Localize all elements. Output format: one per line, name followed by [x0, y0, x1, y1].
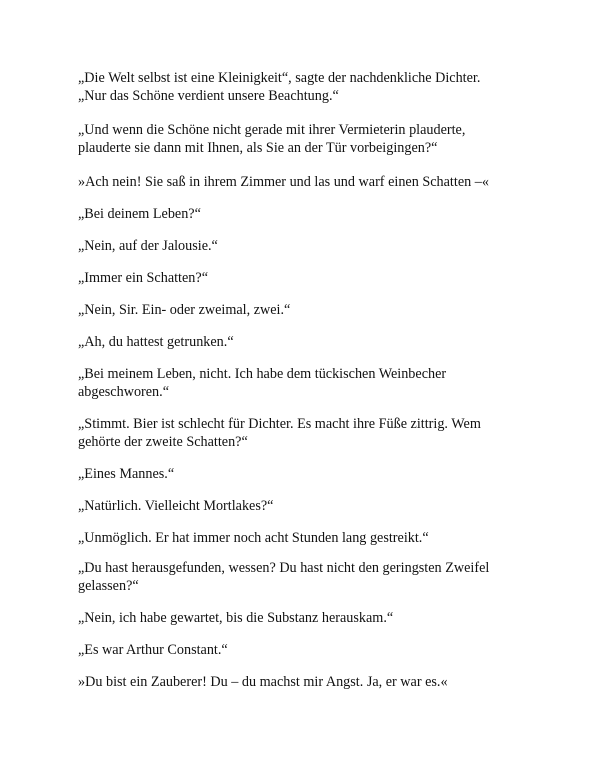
text-line: »Ach nein! Sie saß in ihrem Zimmer und las und warf einen Schatten –«	[78, 174, 489, 190]
text-line: „Und wenn die Schöne nicht gerade mit ihrer Vermieterin plauderte,	[78, 122, 466, 138]
text-line: „Unmöglich. Er hat immer noch acht Stunden lang gestreikt.“	[78, 530, 429, 546]
text-line: „Eines Mannes.“	[78, 466, 175, 482]
text-line: „Es war Arthur Constant.“	[78, 642, 228, 658]
text-line: „Du hast herausgefunden, wessen? Du hast nicht den geringsten Zweifel	[78, 560, 490, 576]
paragraph	[78, 465, 538, 483]
paragraph	[78, 365, 538, 401]
paragraph	[78, 121, 538, 157]
text-line: „Natürlich. Vielleicht Mortlakes?“	[78, 498, 274, 514]
text-line: „Bei deinem Leben?“	[78, 206, 201, 222]
paragraph	[78, 529, 538, 547]
paragraph	[78, 415, 538, 451]
text-line: »Du bist ein Zauberer! Du – du machst mir Angst. Ja, er war es.«	[78, 674, 448, 690]
text-line: „Die Welt selbst ist eine Kleinigkeit“, sagte der nachdenkliche Dichter.	[78, 70, 481, 86]
paragraph	[78, 173, 538, 191]
paragraph	[78, 301, 538, 319]
text-line: plauderte sie dann mit Ihnen, als Sie an der Tür vorbeigingen?“	[78, 140, 438, 156]
paragraph	[78, 641, 538, 659]
text-line: gelassen?“	[78, 578, 139, 594]
paragraph	[78, 237, 538, 255]
paragraph	[78, 269, 538, 287]
paragraph	[78, 205, 538, 223]
paragraph	[78, 497, 538, 515]
text-line: „Ah, du hattest getrunken.“	[78, 334, 234, 350]
text-line: gehörte der zweite Schatten?“	[78, 434, 248, 450]
paragraph	[78, 559, 538, 595]
text-line: „Bei meinem Leben, nicht. Ich habe dem tückischen Weinbecher	[78, 366, 447, 382]
paragraph	[78, 69, 538, 105]
text-line: „Nur das Schöne verdient unsere Beachtung.“	[78, 88, 339, 104]
paragraph	[78, 333, 538, 351]
text-line: „Stimmt. Bier ist schlecht für Dichter. Es macht ihre Füße zittrig. Wem	[78, 416, 481, 432]
text-line: „Immer ein Schatten?“	[78, 270, 208, 286]
paragraph	[78, 609, 538, 627]
text-line: „Nein, ich habe gewartet, bis die Substanz herauskam.“	[78, 610, 394, 626]
text-line: „Nein, auf der Jalousie.“	[78, 238, 218, 254]
paragraph	[78, 673, 538, 691]
text-line: „Nein, Sir. Ein- oder zweimal, zwei.“	[78, 302, 291, 318]
text-line: abgeschworen.“	[78, 384, 169, 400]
